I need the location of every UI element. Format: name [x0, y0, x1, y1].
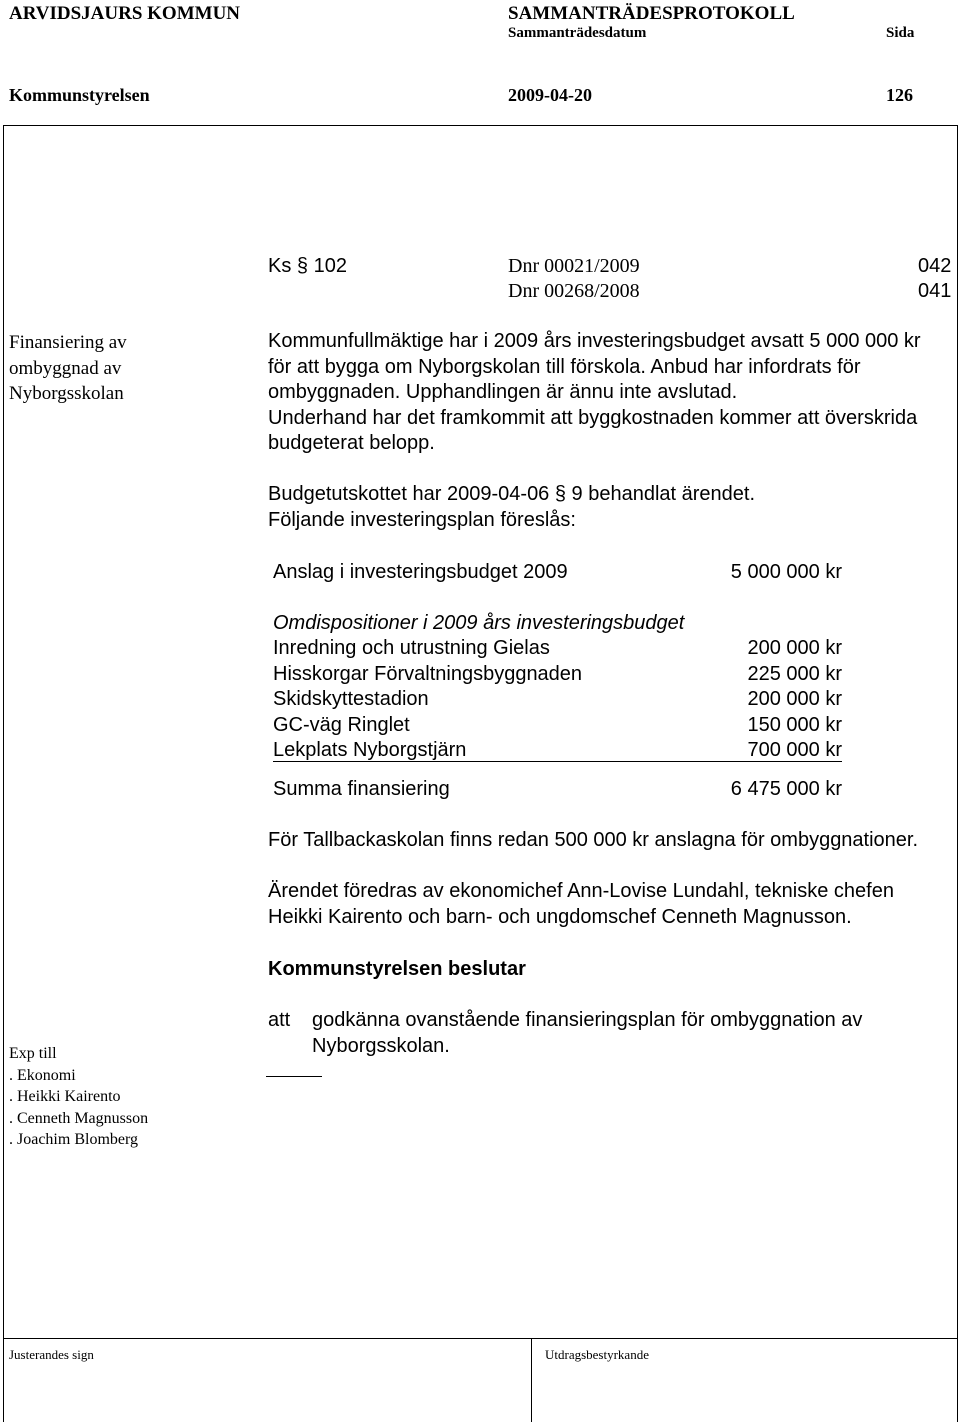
expedition-recipient: . Joachim Blomberg	[9, 1131, 139, 1148]
plan-item-label: GC-väg Ringlet	[273, 713, 410, 736]
plan-item-label: Inredning och utrustning Gielas	[273, 637, 550, 659]
expedition-title: Exp till	[9, 1045, 57, 1062]
document-type: SAMMANTRÄDESPROTOKOLL	[508, 3, 795, 24]
reallocation-heading: Omdispositioner i 2009 års investeringsbudget	[273, 612, 685, 634]
presenters-paragraph	[268, 879, 894, 930]
frame-top-line	[3, 125, 958, 126]
intro-line: Kommunfullmäktige har i 2009 års investeringsbudget avsatt 5 000 000 kr	[268, 330, 921, 352]
diary-number-2: Dnr 00268/2008	[508, 280, 640, 302]
decision-text	[312, 1008, 862, 1059]
decision-line: Nyborgsskolan.	[312, 1034, 450, 1057]
expedition-recipient: . Cenneth Magnusson	[9, 1109, 149, 1127]
presenters-line: Heikki Kairento och barn- och ungdomschef Cenneth Magnusson.	[268, 905, 852, 928]
reallocation-items	[273, 636, 582, 764]
frame-left-line	[3, 125, 4, 1422]
committee-paragraph	[268, 482, 755, 533]
page-label: Sida	[886, 25, 915, 41]
plan-item-amount: 225 000 kr	[747, 662, 842, 685]
intro-line: Underhand har det framkommit att byggkostnaden kommer att överskrida	[268, 406, 918, 429]
decision-att: att	[268, 1009, 291, 1031]
margin-title-line: Nyborgsskolan	[9, 383, 124, 404]
decision-line: godkänna ovanstående finansieringsplan för ombyggnation av	[312, 1009, 863, 1031]
date-label: Sammanträdesdatum	[508, 25, 647, 41]
meeting-date: 2009-04-20	[508, 85, 592, 105]
case-number: Ks § 102	[268, 255, 347, 277]
archive-code-1: 042	[918, 255, 952, 277]
plan-item-label: Lekplats Nyborgstjärn	[273, 739, 467, 761]
meeting-body: Kommunstyrelsen	[9, 85, 150, 105]
intro-line: budgeterat belopp.	[268, 432, 435, 454]
expedition-list	[9, 1043, 148, 1151]
plan-item-amount: 150 000 kr	[747, 713, 842, 736]
margin-title-line: Finansiering av	[9, 332, 127, 353]
frame-right-line	[957, 125, 958, 1422]
plan-item-amount: 200 000 kr	[747, 688, 842, 710]
margin-title	[9, 330, 127, 407]
committee-line: Följande investeringsplan föreslås:	[268, 508, 576, 531]
intro-line: för att bygga om Nyborgskolan till förskola. Anbud har infordrats för	[268, 355, 861, 378]
sum-underline	[273, 761, 842, 762]
plan-item-amount: 700 000 kr	[747, 739, 842, 761]
diary-number-1: Dnr 00021/2009	[508, 255, 640, 277]
reallocation-amounts	[700, 636, 842, 764]
decision-end-rule	[266, 1076, 322, 1077]
committee-line: Budgetutskottet har 2009-04-06 § 9 behandlat ärendet.	[268, 483, 756, 505]
footer-separator	[531, 1338, 532, 1422]
presenters-line: Ärendet föredras av ekonomichef Ann-Lovise Lundahl, tekniske chefen	[268, 880, 894, 902]
signature-label: Justerandes sign	[9, 1347, 94, 1362]
grant-label: Anslag i investeringsbudget 2009	[273, 561, 568, 583]
expedition-recipient: . Ekonomi	[9, 1066, 76, 1084]
certification-label: Utdragsbestyrkande	[545, 1347, 649, 1362]
organization-name: ARVIDSJAURS KOMMUN	[9, 3, 241, 24]
intro-paragraph	[268, 329, 921, 457]
footer-divider	[3, 1338, 958, 1339]
total-amount: 6 475 000 kr	[730, 778, 842, 800]
archive-code-2: 041	[918, 280, 952, 302]
expedition-recipient: . Heikki Kairento	[9, 1088, 121, 1105]
margin-title-line: ombyggnad av	[9, 357, 122, 379]
plan-item-label: Hisskorgar Förvaltningsbyggnaden	[273, 662, 583, 685]
grant-amount: 5 000 000 kr	[730, 561, 842, 583]
total-label: Summa finansiering	[273, 778, 450, 800]
tallbacka-note: För Tallbackaskolan finns redan 500 000 kr anslagna för ombyggnationer.	[268, 829, 919, 851]
page-number: 126	[886, 85, 913, 105]
plan-item-amount: 200 000 kr	[747, 637, 842, 659]
decision-heading: Kommunstyrelsen beslutar	[268, 958, 526, 980]
intro-line: ombyggnaden. Upphandlingen är ännu inte avslutad.	[268, 381, 738, 403]
plan-item-label: Skidskyttestadion	[273, 688, 429, 710]
